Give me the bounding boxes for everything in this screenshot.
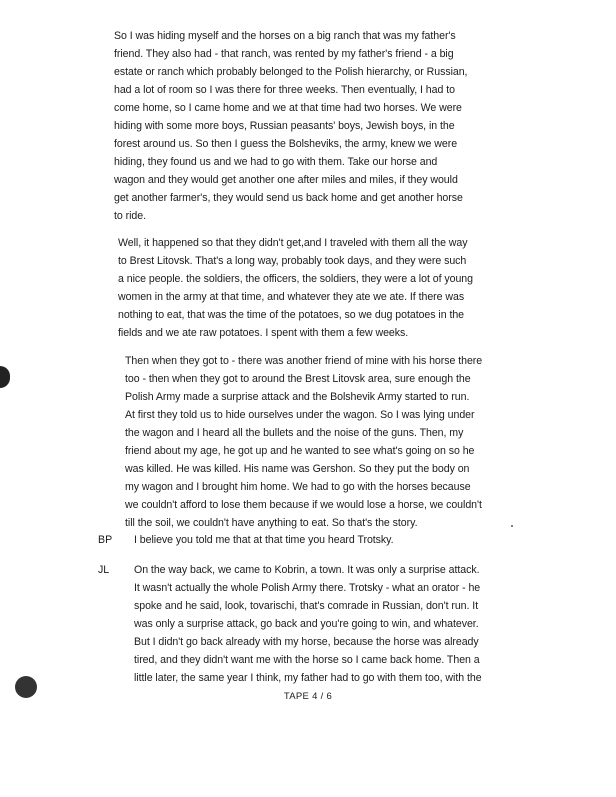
text-line: hiding, they found us and we had to go with them. Take our horse and — [114, 156, 438, 168]
text-line: a nice people. the soldiers, the officers, the soldiers, they were a lot of young — [118, 273, 473, 285]
text-line: It wasn't actually the whole Polish Army there. Trotsky - what an orator - he — [134, 582, 481, 594]
text-line: Then when they got to - there was another friend of mine with his horse there — [125, 355, 483, 367]
text-line: At first they told us to hide ourselves under the wagon. So I was lying under — [125, 409, 475, 421]
page-footer: TAPE 4 / 6 — [283, 691, 333, 702]
text-line: was only a surprise attack, go back and you're going to win, and whatever. — [134, 618, 479, 630]
text-line: forest around us. So then I guess the Bolsheviks, the army, knew we were — [114, 138, 458, 150]
text-line: till the soil, we couldn't have anything to eat. So that's the story. — [125, 517, 418, 529]
scan-speck — [511, 525, 513, 527]
text-line: On the way back, we came to Kobrin, a town. It was only a surprise attack. — [134, 564, 480, 576]
text-line: hiding with some more boys, Russian peasants' boys, Jewish boys, in the — [114, 120, 455, 132]
text-line: Polish Army made a surprise attack and the Bolshevik Army started to run. — [125, 391, 470, 403]
text-line: to ride. — [114, 210, 146, 222]
text-line: fields and we ate raw potatoes. I spent with them a few weeks. — [118, 327, 409, 339]
text-line: get another farmer's, they would send us back home and get another horse — [114, 192, 463, 204]
text-line: friend about my age, he got up and he wanted to see what's going on so he — [125, 445, 475, 457]
punch-hole-mark — [0, 366, 10, 388]
text-line: So I was hiding myself and the horses on a big ranch that was my father's — [114, 30, 456, 42]
text-line: come home, so I came home and we at that time had two horses. We were — [114, 102, 462, 114]
text-line: spoke and he said, look, tovarischi, that's comrade in Russian, don't run. It — [134, 600, 479, 612]
text-line: wagon and they would get another one after miles and miles, if they would — [114, 174, 458, 186]
text-line: too - then when they got to around the Brest Litovsk area, sure enough the — [125, 373, 471, 385]
text-line: to Brest Litovsk. That's a long way, probably took days, and they were such — [118, 255, 467, 267]
text-line: friend. They also had - that ranch, was rented by my father's friend - a big — [114, 48, 454, 60]
text-line: had a lot of room so I was there for three weeks. Then eventually, I had to — [114, 84, 455, 96]
text-line: was killed. He was killed. His name was Gershon. So they put the body on — [125, 463, 470, 475]
text-line: we couldn't afford to lose them because if we would lose a horse, we couldn't — [125, 499, 482, 511]
text-line: women in the army at that time, and whatever they ate we ate. If there was — [118, 291, 465, 303]
text-line: Well, it happened so that they didn't get,and I traveled with them all the way — [118, 237, 468, 249]
text-line: I believe you told me that at that time you heard Trotsky. — [134, 534, 394, 546]
text-line: tired, and they didn't want me with the horse so I came back home. Then a — [134, 654, 480, 666]
speaker-label: JL — [98, 564, 110, 576]
text-line: the wagon and I heard all the bullets and the noise of the guns. Then, my — [125, 427, 464, 439]
speaker-label: BP — [98, 534, 113, 546]
text-line: little later, the same year I think, my father had to go with them too, with the — [134, 672, 482, 684]
text-line: But I didn't go back already with my horse, because the horse was already — [134, 636, 479, 648]
punch-hole-mark — [15, 676, 37, 698]
text-line: my wagon and I brought him home. We had to go with the horses because — [125, 481, 471, 493]
text-line: estate or ranch which probably belonged to the Polish hierarchy, or Russian, — [114, 66, 468, 78]
text-line: nothing to eat, that was the time of the potatoes, so we dug potatoes in the — [118, 309, 465, 321]
